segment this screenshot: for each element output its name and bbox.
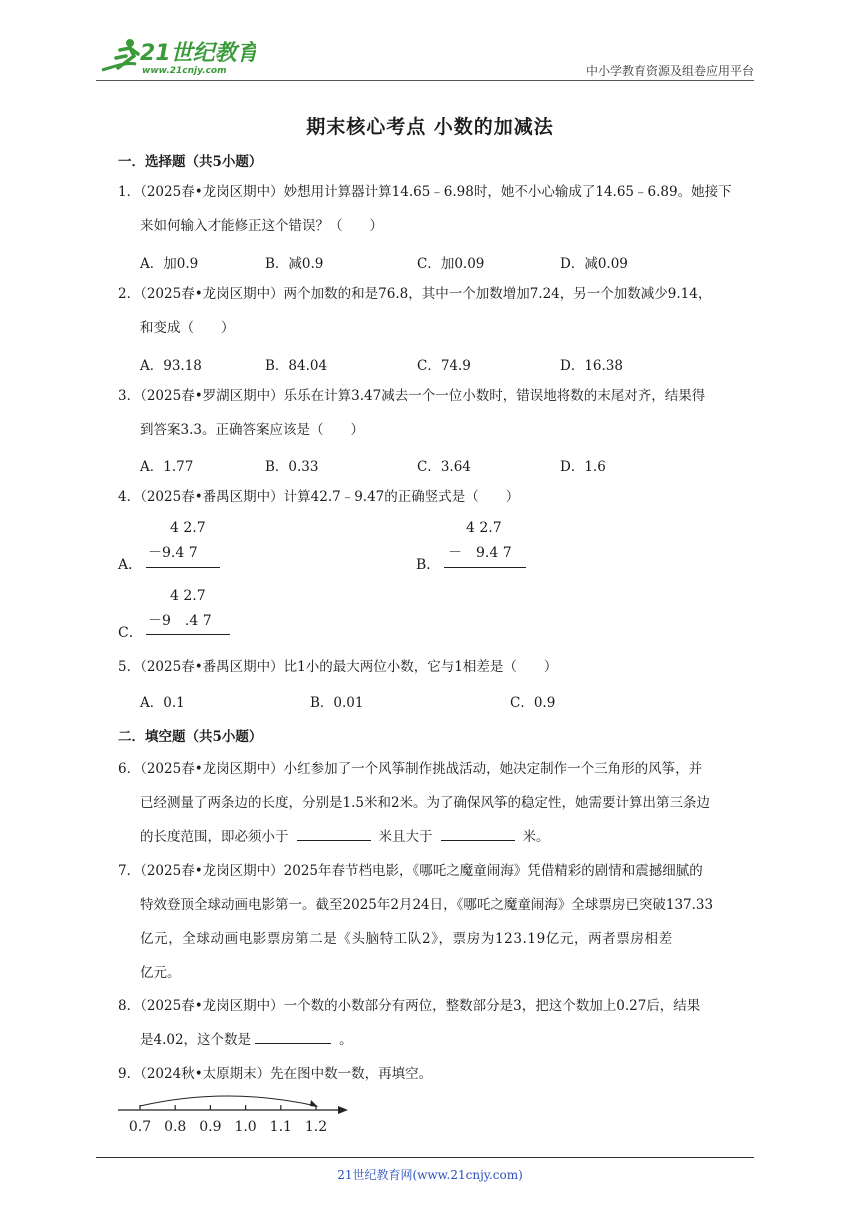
number-line-tick-label: 0.8 [164, 1119, 187, 1135]
question-8-line-2 [118, 1023, 764, 1057]
site-logo [96, 36, 256, 78]
option-c-label: C． [118, 625, 143, 641]
option-c-top-number: 4 2.7 [170, 588, 206, 604]
number-line-tick-label: 1.2 [304, 1119, 328, 1135]
option-b-vertical-calc[interactable] [416, 520, 546, 572]
header-divider [96, 80, 754, 81]
question-1-line-2: 来如何输入才能修正这个错误？（ ） [140, 218, 383, 234]
option-b-bottom-number: － 9.4 7 [448, 545, 512, 561]
question-6-text-c: 米。 [522, 829, 550, 845]
option-b[interactable]: B．0.33 [265, 459, 319, 475]
question-4-line-1: 4．（2025春•番禺区期中）计算42.7﹣9.47的正确竖式是（ ） [118, 489, 520, 505]
question-6-line-2: 已经测量了两条边的长度，分别是1.5米和2米。为了确保风筝的稳定性，她需要计算出第三条边 [140, 795, 711, 811]
option-c[interactable]: C．3.64 [417, 459, 471, 475]
question-3-options [140, 455, 760, 475]
question-7-line-1: 7．（2025春•龙岗区期中）2025年春节档电影，《哪吒之魔童闹海》凭借精彩的剧情和震撼细腻的 [118, 863, 703, 879]
question-7-line-2: 特效登顶全球动画电影第一。截至2025年2月24日，《哪吒之魔童闹海》全球票房已突破137.33 [140, 897, 714, 913]
logo-text: 21世纪教育 [140, 41, 256, 66]
number-line-tick-label: 0.9 [199, 1119, 222, 1135]
option-c[interactable]: C．74.9 [417, 358, 471, 374]
option-d[interactable]: D．16.38 [560, 358, 623, 374]
question-3 [118, 379, 764, 447]
number-line-jump-arc [140, 1096, 316, 1106]
section-heading-choice: 一．选择题（共5小题） [118, 154, 263, 170]
footer-divider [96, 1157, 754, 1158]
question-6 [118, 752, 764, 854]
question-1-line-1: 1．（2025春•龙岗区期中）妙想用计算器计算14.65﹣6.98时，她不小心输成了14.65﹣6.89。她接下 [118, 184, 732, 200]
option-a[interactable]: A．1.77 [140, 459, 194, 475]
question-6-text-a: 的长度范围，即必须小于 [140, 829, 289, 845]
question-7-line-4: 亿元。 [140, 965, 181, 981]
number-line-tick-label: 1.0 [234, 1119, 257, 1135]
question-9 [118, 1057, 764, 1091]
question-1 [118, 175, 764, 243]
question-8-line-1: 8．（2025春•龙岗区期中）一个数的小数部分有两位，整数部分是3，把这个数加上0.27后，结果 [118, 998, 701, 1014]
question-3-line-2: 到答案3.3。正确答案应该是（ ） [140, 422, 364, 438]
option-b-label: B． [416, 557, 441, 573]
option-d[interactable]: D．1.6 [560, 459, 606, 475]
option-b-rule [444, 567, 526, 568]
question-5 [118, 650, 764, 684]
question-8 [118, 989, 764, 1057]
option-b[interactable]: B．减0.9 [265, 256, 324, 272]
option-b[interactable]: B．84.04 [265, 358, 328, 374]
question-2-options [140, 354, 760, 374]
number-line-arrow [338, 1106, 348, 1114]
option-a[interactable]: A．93.18 [140, 358, 202, 374]
page-title: 期末核心考点 小数的加减法 [306, 116, 554, 138]
question-2-line-2: 和变成（ ） [140, 320, 235, 336]
option-a-rule [146, 567, 220, 568]
option-c[interactable]: C．加0.09 [417, 256, 485, 272]
number-line-figure [116, 1090, 352, 1138]
section-heading-fill: 二．填空题（共5小题） [118, 729, 263, 745]
option-d[interactable]: D．减0.09 [560, 256, 628, 272]
question-8-text-a: 是4.02，这个数是 [140, 1032, 252, 1048]
question-8-text-b: 。 [339, 1032, 353, 1048]
question-7-line-3: 亿元，全球动画电影票房第二是《头脑特工队2》，票房为123.19亿元，两者票房相差 [140, 931, 673, 947]
option-a-label: A． [118, 557, 143, 573]
answer-blank-upper[interactable] [297, 826, 371, 841]
question-9-line-1: 9．（2024秋•太原期末）先在图中数一数，再填空。 [118, 1066, 433, 1082]
option-c-bottom-number: －9 .4 7 [148, 613, 212, 629]
option-c-rule [146, 634, 230, 635]
option-a-vertical-calc[interactable] [118, 520, 238, 572]
option-c-vertical-calc[interactable] [118, 588, 248, 640]
question-4 [118, 480, 764, 514]
question-6-text-b: 米且大于 [378, 829, 433, 845]
option-a-top-number: 4 2.7 [170, 520, 206, 536]
option-a[interactable]: A．加0.9 [140, 256, 199, 272]
question-6-line-1: 6．（2025春•龙岗区期中）小红参加了一个风筝制作挑战活动，她决定制作一个三角形的风筝，并 [118, 761, 703, 777]
answer-blank[interactable] [255, 1029, 331, 1044]
option-c[interactable]: C．0.9 [510, 695, 556, 711]
question-1-options [140, 252, 760, 272]
question-6-line-3 [118, 820, 764, 854]
number-line-tick-label: 0.7 [128, 1119, 152, 1135]
question-5-options [140, 691, 760, 711]
site-label: 中小学教育资源及组卷应用平台 [585, 64, 754, 78]
logo-url: www.21cnjy.com [142, 66, 227, 76]
question-7 [118, 854, 764, 990]
number-line-tick-label: 1.1 [269, 1119, 292, 1135]
option-a[interactable]: A．0.1 [140, 695, 185, 711]
logo-graphic [96, 36, 256, 78]
question-3-line-1: 3．（2025春•罗湖区期中）乐乐在计算3.47减去一个一位小数时，错误地将数的末尾对齐，结果得 [118, 388, 706, 404]
arc-arrow-head [310, 1100, 318, 1107]
question-2 [118, 277, 764, 345]
option-a-bottom-number: －9.4 7 [148, 545, 198, 561]
question-2-line-1: 2．（2025春•龙岗区期中）两个加数的和是76.8，其中一个加数增加7.24，另一个加数减少9.14， [118, 286, 712, 302]
option-b-top-number: 4 2.7 [466, 520, 502, 536]
option-b[interactable]: B．0.01 [310, 695, 364, 711]
answer-blank-lower[interactable] [441, 826, 515, 841]
footer-text: 21世纪教育网(www.21cnjy.com) [337, 1168, 523, 1182]
question-5-line-1: 5．（2025春•番禺区期中）比1小的最大两位小数，它与1相差是（ ） [118, 659, 558, 675]
